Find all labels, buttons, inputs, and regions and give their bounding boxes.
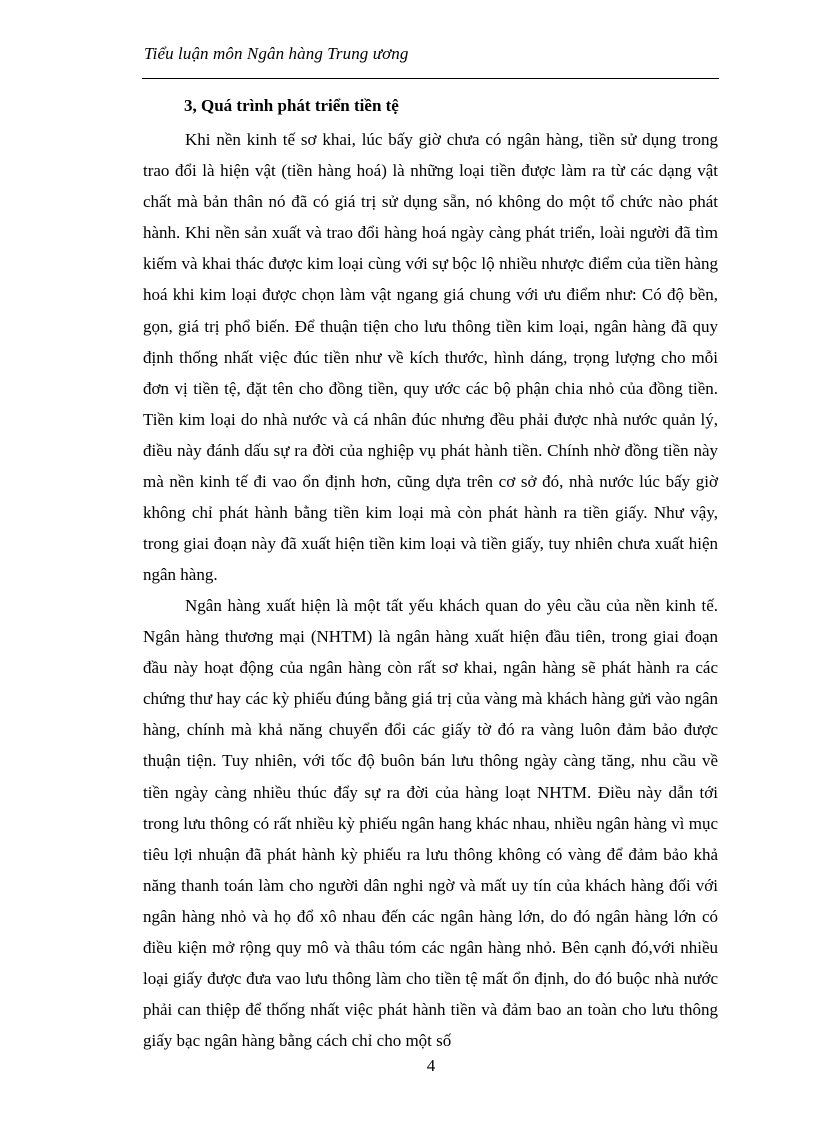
body-paragraph-1: Khi nền kinh tế sơ khai, lúc bấy giờ chưa có ngân hàng, tiền sử dụng trong trao đổi là hiện vật (tiền hàng hoá) là những loại tiền được làm ra từ các dạng vật chất mà bản thân nó đã có giá trị sử dụng sẵn, nó không do một tổ chức nào phát hành. Khi nền sản xuất và trao đổi hàng hoá ngày càng phát triển, loài người đã tìm kiếm và khai thác được kim loại cùng với sự bộc lộ nhiều nhược điểm của tiền hàng hoá khi kim loại được chọn làm vật ngang giá chung với ưu điểm như: Có độ bền, gọn, giá trị phổ biến. Để thuận tiện cho lưu thông tiền kim loại, ngân hàng đã quy định thống nhất việc đúc tiền như về kích thước, hình dáng, trọng lượng cho mỗi đơn vị tiền tệ, đặt tên cho đồng tiền, quy ước các bộ phận chia nhỏ của đồng tiền. Tiền kim loại do nhà nước và cá nhân đúc nhưng đều phải được nhà nước quản lý, điều này đánh dấu sự ra đời của nghiệp vụ phát hành tiền. Chính nhờ đồng tiền này mà nền kinh tế đi vao ổn định hơn, cũng dựa trên cơ sở đó, nhà nước lúc bấy giờ không chỉ phát hành bằng tiền kim loại mà còn phát hành ra tiền giấy. Như vậy, trong giai đoạn này đã xuất hiện tiền kim loại và tiền giấy, tuy nhiên chưa xuất hiện ngân hàng. — [143, 130, 718, 585]
document-header-title: Tiểu luận môn Ngân hàng Trung ương — [144, 44, 409, 63]
page-number: 4 — [426, 1056, 436, 1075]
body-paragraph-2: Ngân hàng xuất hiện là một tất yếu khách quan do yêu cầu của nền kinh tế. Ngân hàng thương mại (NHTM) là ngân hàng xuất hiện đầu tiên, trong giai đoạn đầu này hoạt động của ngân hàng còn rất sơ khai, ngân hàng sẽ phát hành ra các chứng thư hay các kỳ phiếu đúng bằng giá trị của vàng mà khách hàng gửi vào ngân hàng, chính mà khả năng chuyển đổi các giấy tờ đó ra vàng luôn đảm bảo được thuận tiện. Tuy nhiên, với tốc độ buôn bán lưu thông ngày càng tăng, nhu cầu về tiền ngày càng nhiều thúc đẩy sự ra đời của hàng loạt NHTM. Điều này dẫn tới trong lưu thông có rất nhiều kỳ phiếu ngân hang khác nhau, nhiều ngân hàng vì mục tiêu lợi nhuận đã phát hành kỳ phiếu ra lưu thông không có vàng để đảm bảo khả năng thanh toán làm cho người dân nghi ngờ và mất uy tín của khách hàng đối với ngân hàng nhỏ và họ đổ xô nhau đến các ngân hàng lớn, do đó ngân hàng lớn có điều kiện mở rộng quy mô và thâu tóm các ngân hàng nhỏ. Bên cạnh đó,với nhiều loại giấy được đưa vao lưu thông làm cho tiền tệ mất ổn định, do đó buộc nhà nước phải can thiệp để thống nhất việc phát hành tiền và đảm bao an toàn cho lưu thông giấy bạc ngân hàng bằng cách chỉ cho một số — [143, 596, 718, 1051]
section-heading: 3, Quá trình phát triển tiền tệ — [184, 96, 399, 115]
header-divider — [142, 78, 719, 79]
